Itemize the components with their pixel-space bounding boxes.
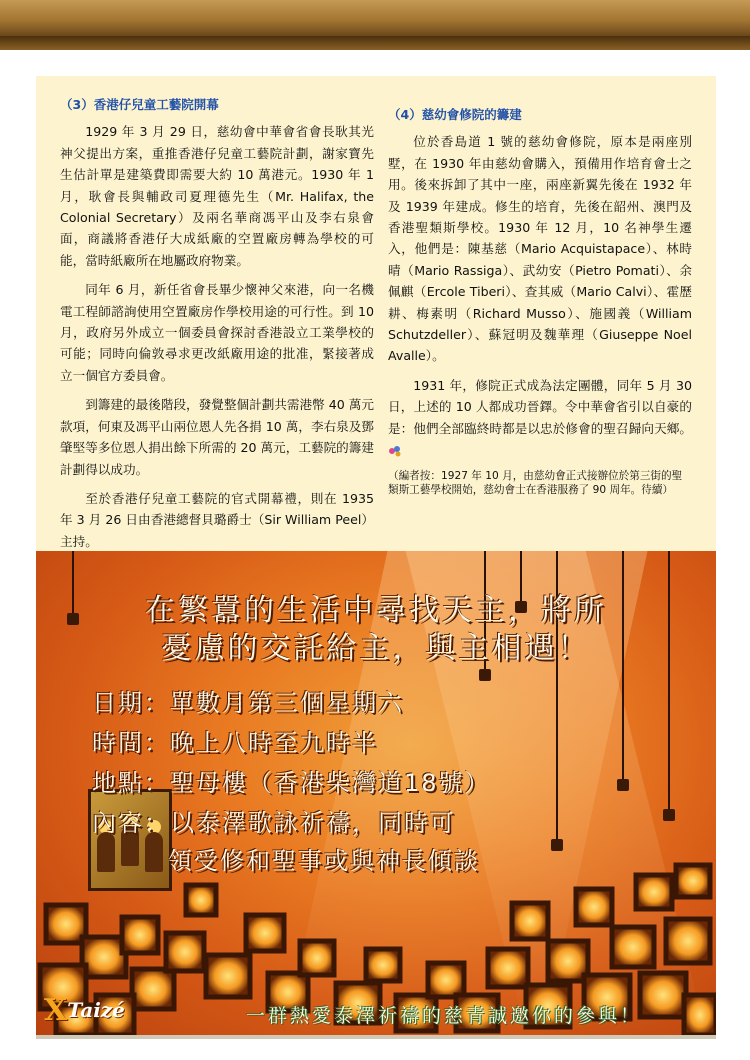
poster-title-line-1: 在繁囂的生活中尋找天主，將所 [145, 593, 607, 628]
column-right [388, 104, 692, 497]
poster-time: 時間：晚上八時至九時半 [92, 729, 378, 757]
section-4-paragraph-1: 位於香島道 1 號的慈幼會修院，原本是兩座別墅，在 1930 年由慈幼會購入，預備用作培育會士之用。後來拆卸了其中一座，兩座新翼先後在 1932 年及 1939 年建成。修生的培育，先後在韶州、澳門及香港聖類斯學校。1930 年 12 月，10 名神學生遷入，他們是：陳基慈（Mario Acquistapace）、林時晴（Mario Rassiga）、武幼安（Pietro Pomati）、余佩麒（Ercole Tiberi）、查其威（Mario Calvi）、霍歷耕、梅素明（Richard Musso）、施國義（William Schutzdeller）、蘇冠明及魏華理（Giuseppe Noel Avalle）。 [388, 134, 692, 364]
column-left [60, 94, 374, 560]
section-3-paragraph-3: 到籌建的最後階段，發覺整個計劃共需港幣 40 萬元款項，何東及馮平山兩位恩人先各捐 10 萬，李右泉及鄧肇堅等多位恩人捐出餘下所需的 20 萬元，工藝院的籌建計劃得以成功。 [60, 397, 374, 477]
poster-venue: 地點：聖母樓（香港柴灣道18號） [92, 769, 491, 797]
flower-icon [388, 445, 402, 457]
article-panel [36, 76, 716, 551]
poster-date: 日期：單數月第三個星期六 [92, 689, 404, 717]
poster-slogan: 一群熱愛泰澤祈禱的慈青誠邀你的參與！ [246, 1005, 643, 1027]
taize-x-icon: X [44, 993, 68, 1028]
section-3-paragraph-1: 1929 年 3 月 29 日，慈幼會中華會省會長耿其光神父提出方案，重推香港仔兒童工藝院計劃，謝家寶先生估計單是建築費即需要大約 10 萬港元。1930 年 1 月，耿會長與輔政司夏理德先生（Mr. Halifax, the Colonial Secretary）及兩名華商馮平山及李右泉會面，商議將香港仔大成紙廠的空置廠房轉為學校的可能，當時紙廠所在地屬政府物業。 [60, 124, 374, 268]
section-3-paragraph-2: 同年 6 月，新任省會長畢少懷神父來港，向一名機電工程師諮詢使用空置廠房作學校用途的可行性。到 10 月，政府另外成立一個委員會探討香港設立工業學校的可能；同時向倫敦尋求更改紙廠用途的批准，緊接著成立一個官方委員會。 [60, 282, 374, 383]
header-bar [0, 0, 750, 50]
bottom-divider [36, 1035, 716, 1039]
section-4-heading: （4）慈幼會修院的籌建 [388, 107, 522, 122]
editor-note: （編者按：1927 年 10 月，由慈幼會正式接辦位於第三街的聖類斯工藝學校開始，慈幼會士在香港服務了 90 周年。待續） [388, 469, 683, 496]
taize-logo: XTaizé [44, 993, 125, 1028]
section-3-paragraph-4: 至於香港仔兒童工藝院的官式開幕禮，則在 1935 年 3 月 26 日由香港總督貝璐爵士（Sir William Peel）主持。 [60, 490, 374, 549]
poster-content-line-1: 內容：以泰澤歌詠祈禱，同時可 [92, 809, 456, 837]
poster-content-line-2: 領受修和聖事或與神長傾談 [168, 847, 480, 875]
section-4-paragraph-2: 1931 年，修院正式成為法定團體，同年 5 月 30 日，上述的 10 人都成功晉鐸。令中華會省引以自豪的是：他們全部臨終時都是以忠於修會的聖召歸向天鄉。 [388, 375, 692, 461]
poster-title-line-2: 憂慮的交託給主，與主相遇！ [161, 631, 591, 666]
section-3-heading: （3）香港仔兒童工藝院開幕 [60, 97, 219, 112]
taize-poster [36, 551, 716, 1035]
